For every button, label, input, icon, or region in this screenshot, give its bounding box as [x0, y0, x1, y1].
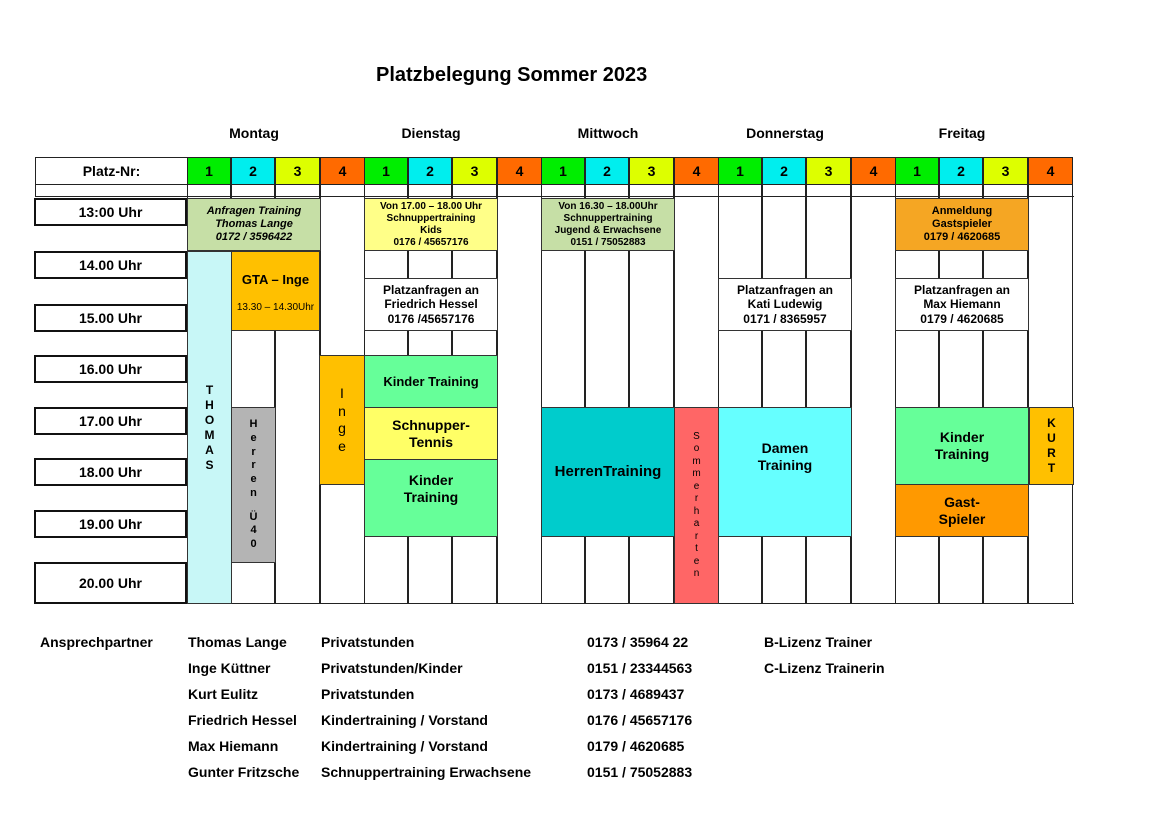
block-anmeldung-gastspieler	[895, 198, 1029, 251]
text-line: Kinder	[939, 429, 985, 446]
court-column	[851, 184, 896, 604]
letter: O	[204, 412, 215, 427]
text-line: Anmeldung	[931, 204, 993, 217]
court-5-1: 1	[895, 157, 939, 185]
text-line: Gast-	[944, 493, 980, 510]
text-line: 0171 / 8365957	[743, 311, 827, 326]
text-line: Schnuppertraining	[563, 212, 653, 224]
text-line: 0179 / 4620685	[923, 231, 1001, 244]
day-header-donnerstag: Donnerstag	[746, 125, 824, 141]
text-line: Training	[403, 488, 459, 505]
contact-license: C-Lizenz Trainerin	[764, 660, 885, 676]
court-column	[806, 184, 851, 604]
day-header-montag: Montag	[229, 125, 279, 141]
block-inge	[319, 355, 365, 485]
contact-role: Schnuppertraining Erwachsene	[321, 764, 532, 780]
court-5-2: 2	[939, 157, 983, 185]
gta-time: 13.30 – 14.30Uhr	[236, 301, 315, 313]
label-column	[35, 184, 188, 196]
time-label: 20.00 Uhr	[34, 562, 187, 604]
footer-label: Ansprechpartner	[40, 634, 153, 650]
court-column	[762, 184, 806, 604]
block-kinder-training-di	[364, 355, 498, 408]
text-line: Damen	[761, 440, 809, 456]
block-schnupper-jugend	[541, 198, 675, 251]
court-1-3: 3	[275, 157, 320, 185]
letter: H	[205, 397, 214, 412]
letter: n	[338, 402, 346, 419]
letter: R	[1047, 446, 1056, 460]
day-header-mittwoch: Mittwoch	[577, 125, 639, 141]
block-herren-u40	[231, 407, 276, 563]
text-line: 0179 / 4620685	[920, 311, 1004, 326]
contact-phone: 0151 / 75052883	[587, 764, 693, 780]
letter: 4	[250, 524, 257, 537]
contact-phone: 0173 / 35964 22	[587, 634, 689, 650]
letter: K	[1047, 416, 1056, 430]
court-4-2: 2	[762, 157, 806, 185]
letter: t	[695, 543, 698, 554]
time-label: 19.00 Uhr	[34, 510, 187, 538]
court-1-4: 4	[320, 157, 365, 185]
gta-title: GTA – Inge	[241, 272, 310, 287]
letter: r	[251, 459, 256, 472]
contact-phone: 0176 / 45657176	[587, 712, 693, 728]
contact-role: Privatstunden	[321, 634, 415, 650]
text-line: Von 17.00 – 18.00 Uhr	[379, 200, 483, 212]
letter: S	[205, 457, 214, 472]
letter: H	[249, 418, 258, 431]
block-platzanfragen-ludewig	[718, 278, 852, 331]
letter: m	[692, 468, 701, 479]
time-label: 14.00 Uhr	[34, 251, 187, 279]
block-schnupper-tennis	[364, 407, 498, 460]
letter: I	[340, 385, 344, 401]
block-damen-training	[718, 407, 852, 537]
letter: U	[1047, 431, 1056, 445]
letter: r	[694, 493, 699, 504]
court-3-2: 2	[585, 157, 629, 185]
text-line: HerrenTraining	[554, 463, 662, 480]
court-2-2: 2	[408, 157, 452, 185]
contact-role: Privatstunden	[321, 686, 415, 702]
block-kinder-training-fr	[895, 407, 1029, 485]
letter: A	[205, 442, 214, 457]
court-column	[1028, 184, 1073, 604]
page-title: Platzbelegung Sommer 2023	[376, 64, 648, 86]
text-line: Schnuppertraining	[386, 212, 476, 224]
block-schnupper-kids	[364, 198, 498, 251]
court-3-3: 3	[629, 157, 674, 185]
text-line: Training	[757, 456, 813, 473]
block-anfragen-training	[187, 198, 321, 251]
text-line: Training	[934, 446, 990, 462]
court-column	[718, 184, 762, 604]
block-platzanfragen-hiemann	[895, 278, 1029, 331]
text-line: Spieler	[938, 510, 986, 527]
letter: a	[693, 518, 700, 529]
contact-license: B-Lizenz Trainer	[764, 634, 873, 650]
court-4-3: 3	[806, 157, 851, 185]
text-line: 0151 / 75052883	[570, 236, 646, 248]
text-line: Kinder Training	[383, 373, 479, 389]
text-line: Von 16.30 – 18.00Uhr	[558, 200, 658, 212]
letter: Ü	[249, 510, 258, 523]
text-line: Platzanfragen an	[913, 282, 1011, 297]
court-column	[497, 184, 542, 604]
court-3-1: 1	[541, 157, 585, 185]
letter: e	[338, 437, 346, 454]
letter: n	[250, 486, 257, 499]
court-2-1: 1	[364, 157, 408, 185]
letter: e	[250, 431, 257, 444]
contact-name: Max Hiemann	[188, 738, 279, 754]
block-gta-inge	[231, 251, 320, 331]
text-line: 0172 / 3596422	[215, 231, 293, 244]
court-1-1: 1	[187, 157, 231, 185]
letter: e	[693, 555, 700, 567]
letter: r	[251, 445, 256, 458]
contact-name: Inge Küttner	[188, 660, 271, 676]
contact-phone: 0179 / 4620685	[587, 738, 685, 754]
contact-role: Kindertraining / Vorstand	[321, 712, 488, 728]
text-line: Gastspieler	[932, 217, 992, 230]
court-3-4: 4	[674, 157, 719, 185]
text-line: Kinder	[408, 472, 454, 488]
block-platzanfragen-hessel	[364, 278, 498, 331]
text-line: Platzanfragen an	[382, 282, 480, 297]
block-gast-spieler	[895, 484, 1029, 537]
text-line: Jugend & Erwachsene	[554, 224, 662, 236]
text-line: Kids	[420, 224, 442, 236]
day-header-dienstag: Dienstag	[401, 125, 461, 141]
text-line: Anfragen Training	[206, 204, 302, 217]
time-label: 16.00 Uhr	[34, 355, 187, 383]
court-2-4: 4	[497, 157, 542, 185]
contact-role: Kindertraining / Vorstand	[321, 738, 488, 754]
contact-name: Friedrich Hessel	[188, 712, 297, 728]
letter: T	[205, 382, 214, 397]
time-label: 18.00 Uhr	[34, 458, 187, 486]
letter: n	[693, 568, 700, 579]
letter: S	[693, 430, 700, 442]
text-line: Kati Ludewig	[747, 297, 823, 312]
letter: r	[694, 530, 699, 542]
letter: m	[692, 455, 701, 467]
contact-phone: 0151 / 23344563	[587, 660, 693, 676]
text-line: Tennis	[408, 433, 454, 450]
letter: 0	[250, 538, 257, 551]
court-4-4: 4	[851, 157, 896, 185]
grid-bottom	[187, 603, 1074, 604]
text-line: Max Hiemann	[923, 297, 1001, 312]
contact-phone: 0173 / 4689437	[587, 686, 685, 702]
platz-nr-label: Platz-Nr:	[35, 157, 188, 185]
contact-role: Privatstunden/Kinder	[321, 660, 463, 676]
letter: T	[1047, 461, 1056, 475]
time-label: 15.00 Uhr	[34, 304, 187, 332]
text-line: Friedrich Hessel	[384, 297, 478, 312]
block-kurt	[1029, 407, 1074, 485]
grid-top-row	[35, 196, 1074, 197]
contact-name: Gunter Fritzsche	[188, 764, 300, 780]
text-line: Schnupper-	[392, 416, 470, 433]
contact-name: Thomas Lange	[188, 634, 287, 650]
court-5-4: 4	[1028, 157, 1073, 185]
court-4-1: 1	[718, 157, 762, 185]
block-herren-training	[541, 407, 675, 537]
letter: h	[693, 505, 700, 517]
letter: g	[338, 420, 346, 436]
text-line: 0176 /45657176	[387, 311, 475, 326]
text-line: 0176 / 45657176	[393, 236, 469, 248]
text-line: Thomas Lange	[215, 217, 293, 230]
time-label: 17.00 Uhr	[34, 407, 187, 435]
letter: M	[204, 427, 215, 442]
letter: o	[693, 443, 700, 454]
letter: e	[693, 480, 700, 492]
letter: e	[250, 473, 257, 486]
court-2-3: 3	[452, 157, 497, 185]
contact-name: Kurt Eulitz	[188, 686, 258, 702]
block-thomas	[187, 251, 232, 604]
day-header-freitag: Freitag	[938, 125, 986, 141]
court-5-3: 3	[983, 157, 1028, 185]
text-line: Platzanfragen an	[736, 282, 834, 297]
court-1-2: 2	[231, 157, 275, 185]
time-label: 13:00 Uhr	[34, 198, 187, 226]
block-sommerharten	[674, 407, 719, 604]
block-kinder-training-di-2	[364, 459, 498, 537]
